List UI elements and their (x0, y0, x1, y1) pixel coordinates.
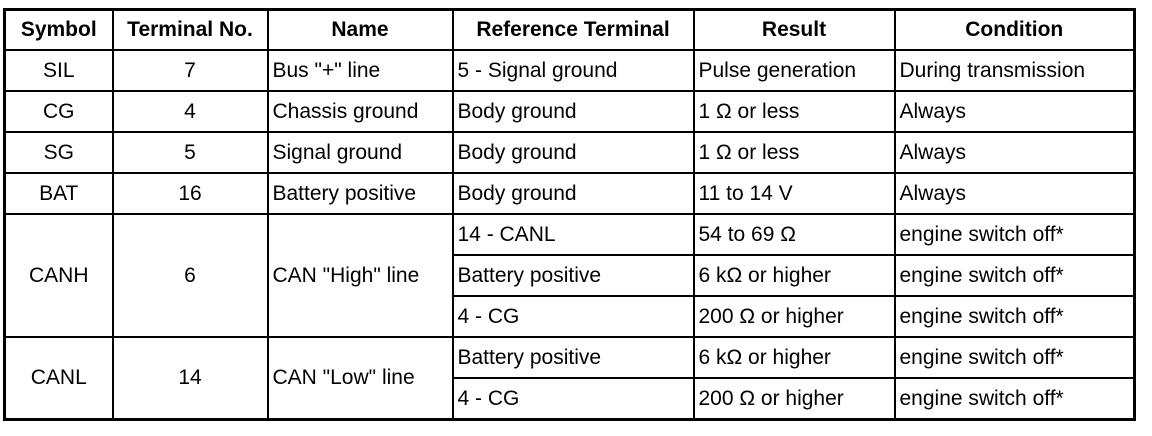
condition-cell: engine switch off* (895, 337, 1135, 378)
terminal-no-cell: 16 (113, 173, 268, 214)
table-row (5, 337, 1135, 378)
result-cell: Pulse generation (694, 50, 895, 91)
header-result: Result (694, 10, 895, 51)
terminal-no-cell: 7 (113, 50, 268, 91)
result-cell: 6 kΩ or higher (694, 337, 895, 378)
name-cell: Battery positive (268, 173, 453, 214)
condition-cell: Always (895, 91, 1135, 132)
header-symbol: Symbol (5, 10, 113, 51)
condition-cell: engine switch off* (895, 255, 1135, 296)
reference-terminal-cell: Battery positive (453, 255, 694, 296)
terminal-no-cell: 5 (113, 132, 268, 173)
reference-terminal-cell: 4 - CG (453, 378, 694, 420)
reference-terminal-cell: 14 - CANL (453, 214, 694, 255)
name-cell: Chassis ground (268, 91, 453, 132)
result-cell: 200 Ω or higher (694, 296, 895, 337)
reference-terminal-cell: Battery positive (453, 337, 694, 378)
symbol-cell: BAT (5, 173, 113, 214)
condition-cell: Always (895, 173, 1135, 214)
header-row (5, 10, 1135, 51)
condition-cell: engine switch off* (895, 296, 1135, 337)
reference-terminal-cell: Body ground (453, 173, 694, 214)
table-row (5, 173, 1135, 214)
terminal-no-cell: 14 (113, 337, 268, 420)
table-row (5, 132, 1135, 173)
name-cell: Bus "+" line (268, 50, 453, 91)
result-cell: 11 to 14 V (694, 173, 895, 214)
name-cell: CAN "Low" line (268, 337, 453, 420)
table-row (5, 91, 1135, 132)
symbol-cell: CG (5, 91, 113, 132)
table-row (5, 214, 1135, 255)
header-condition: Condition (895, 10, 1135, 51)
result-cell: 200 Ω or higher (694, 378, 895, 420)
reference-terminal-cell: 5 - Signal ground (453, 50, 694, 91)
terminal-spec-table (3, 8, 1136, 421)
result-cell: 1 Ω or less (694, 132, 895, 173)
name-cell: Signal ground (268, 132, 453, 173)
symbol-cell: CANL (5, 337, 113, 420)
condition-cell: engine switch off* (895, 378, 1135, 420)
reference-terminal-cell: Body ground (453, 91, 694, 132)
result-cell: 1 Ω or less (694, 91, 895, 132)
condition-cell: engine switch off* (895, 214, 1135, 255)
header-name: Name (268, 10, 453, 51)
terminal-no-cell: 4 (113, 91, 268, 132)
name-cell: CAN "High" line (268, 214, 453, 337)
header-terminal-no: Terminal No. (113, 10, 268, 51)
reference-terminal-cell: Body ground (453, 132, 694, 173)
condition-cell: Always (895, 132, 1135, 173)
header-reference-terminal: Reference Terminal (453, 10, 694, 51)
symbol-cell: CANH (5, 214, 113, 337)
table-row (5, 50, 1135, 91)
symbol-cell: SIL (5, 50, 113, 91)
reference-terminal-cell: 4 - CG (453, 296, 694, 337)
condition-cell: During transmission (895, 50, 1135, 91)
result-cell: 54 to 69 Ω (694, 214, 895, 255)
terminal-no-cell: 6 (113, 214, 268, 337)
result-cell: 6 kΩ or higher (694, 255, 895, 296)
symbol-cell: SG (5, 132, 113, 173)
